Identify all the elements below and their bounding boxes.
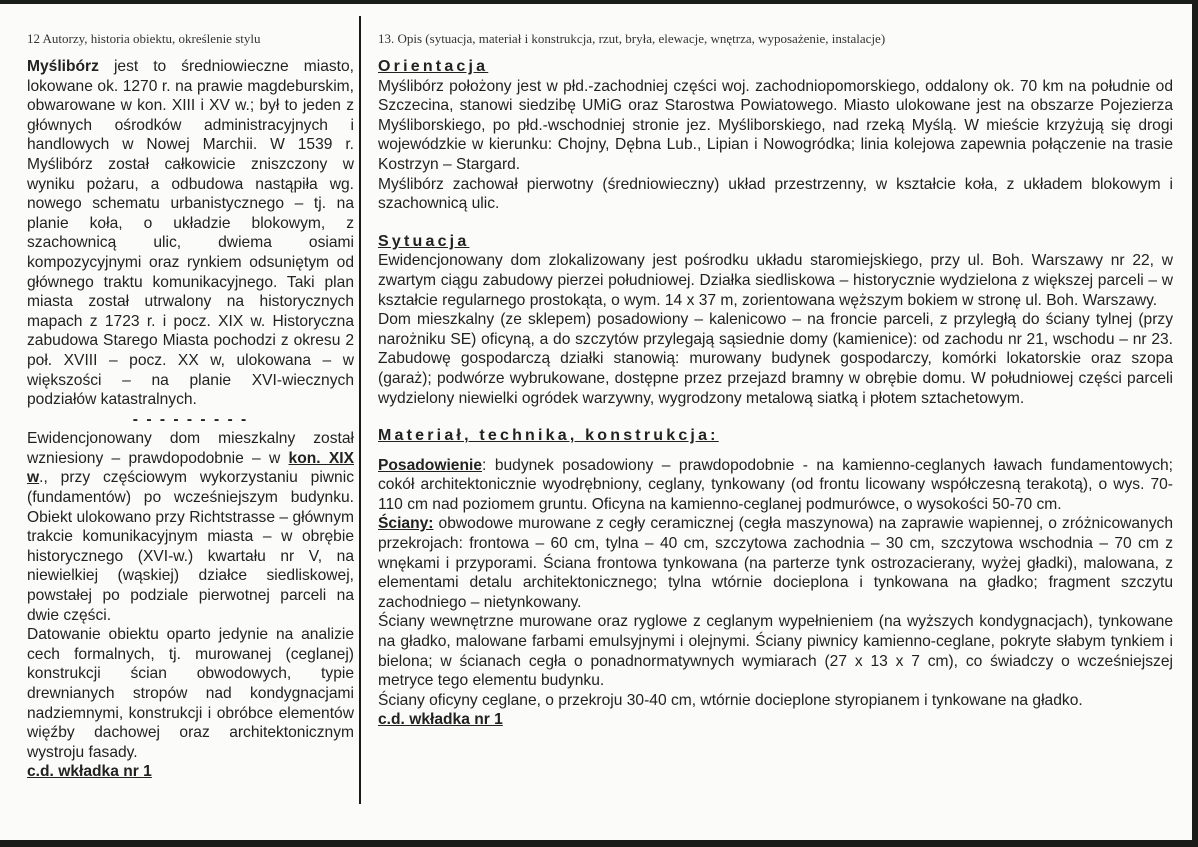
sytuacja-text-2: Dom mieszkalny (ze sklepem) posadowiony – kalenicowo – na froncie parceli, z przyległą do ściany tylnej (przy narożniku SE) oficyną, a do szczytów przylegają sąsiednie domy (kamienice): od zachodu nr 21, wschodu – nr 23. Zabudowę gospodarczą działki stanowią: murowany budynek gospodarczy, komórki lokatorskie oraz szopa (garaż); podwórze wybrukowane, dostępne przez przejazd bramny w obrębie domu. W południowej części parceli wydzielony niewielki ogródek warzywny, wygrodzony metalową siatką i płotem sztachetowym. <box>378 311 1173 407</box>
section-title-material: Materiał, technika, konstrukcja: <box>378 427 719 445</box>
right-column <box>378 30 1173 730</box>
history-paragraph: Myślibórz jest to średniowieczne miasto, lokowane ok. 1270 r. na prawie magdeburskim, obwarowane w kon. XIII i XV w.; był to jeden z głównych ośrodków administracyjnych i handlowych w Nowej Marchii. W 1539 r. Myślibórz został całkowicie zniszczony w wyniku pożaru, a odbudowa nastąpiła wg. nowego schematu urbanistycznego – tj. na planie koła, o układzie blokowym, z szachownicą ulic, dwiema osiami kompozycyjnymi oraz rynkiem odsuniętym od głównego traktu komunikacyjnego. Taki plan miasta został utrwalony na historycznych mapach z 1723 r. i pocz. XIX w. Historyczna zabudowa Starego Miasta pochodzi z okresu 2 poł. XVIII – pocz. XX w, ulokowana – w większości – na planie XVI-wiecznych podziałów katastralnych. <box>27 58 354 409</box>
orientacja-text-2: Myślibórz zachował pierwotny (średniowieczny) układ przestrzenny, w kształcie koła, z układem blokowym i szachownicą ulic. <box>378 175 1173 213</box>
dating-basis-paragraph: Datowanie obiektu oparto jedynie na analizie cech formalnych, tj. murowanej (ceglanej) konstrukcji ścian obwodowych, typie drewnianych stropów nad kondygnacjami nadziemnymi, konstrukcji i obróbce elementów więźby dachowej oraz architektonicznym wystroju fasady. <box>27 626 354 761</box>
date-emphasis: kon. XIX w <box>27 449 354 487</box>
sciany-label: Ściany: <box>378 515 434 533</box>
town-name: Myślibórz <box>27 58 99 75</box>
continued-link-left: c.d. wkładka nr 1 <box>27 763 152 781</box>
document-page <box>0 4 1192 840</box>
separator: - - - - - - - - - <box>132 410 249 428</box>
column-divider <box>359 16 361 804</box>
section-title-orientacja: Orientacja <box>378 58 489 75</box>
orientacja-text: Myślibórz położony jest w płd.-zachodniej części woj. zachodniopomorskiego, oddalony ok. 70 km na południe od Szczecina, stanowi siedzibę UMiG oraz Starostwa Powiatowego. Miasto ulokowane jest na obszarze Pojezierza Myśliborskiego, po płd.-wschodniej stronie jez. Myśliborskiego, nad rzeką Myślą. W mieście krzyżują się drogi wojewódzkie w kierunku: Chojny, Dębna Lub., Lipian i Nowogródka; linia kolejowa zapewnia połączenie na trasie Kostrzyn – Stargard. <box>378 77 1173 173</box>
sciany-wewnetrzne-paragraph: Ściany wewnętrzne murowane oraz ryglowe z ceglanym wypełnieniem (na wyższych kondygnacjach), tynkowane na gładko, malowane farbami emulsyjnymi i olejnymi. Ściany piwnicy kamienno-ceglane, pokryte słabym tynkiem i bielona; w ścianach cegła o ponadnormatywnych wymiarach (27 x 13 x 7 cm), co świadczy o wcześniejszej metryce tego elementu budynku. <box>378 613 1173 690</box>
section-title-sytuacja: Sytuacja <box>378 232 470 250</box>
sytuacja-text: Ewidencjonowany dom zlokalizowany jest pośrodku układu staromiejskiego, przy ul. Boh. Warszawy nr 22, w zwartym ciągu zabudowy pierzei południowej. Działka siedliskowa – historycznie wydzielona z większej parceli – w kształcie regularnego prostokąta, o wym. 14 x 37 m, zorientowana węższym bokiem w stronę ul. Boh. Warszawy. <box>378 252 1173 309</box>
dating-paragraph: Ewidencjonowany dom mieszkalny został wzniesiony – prawdopodobnie – w kon. XIX w., przy częściowym wykorzystaniu piwnic (fundamentów) po wcześniejszym budynku. Obiekt ulokowano przy Richtstrasse – głównym trakcie komunikacyjnym miasta – w obrębie historycznego (XVI-w.) kwartału nr V, na niewielkiej (wąskiej) działce siedliskowej, powstałej po podziale pierwotnej parceli na dwie części. <box>27 430 354 624</box>
left-column <box>27 30 354 782</box>
left-section-header: 12 Autorzy, historia obiektu, określenie stylu <box>27 31 261 46</box>
posadowienie-paragraph: Posadowienie: budynek posadowiony – prawdopodobnie - na kamienno-ceglanych ławach fundamentowych; cokół architektonicznie wyodrębniony, ceglany, tynkowany (od frontu licowany współczesną terakotą), o wys. 70-110 cm nad poziomem gruntu. Oficyna na kamienno-ceglanej podmurówce, o wysokości 50-70 cm. <box>378 456 1173 513</box>
sciany-oficyny-paragraph: Ściany oficyny ceglane, o przekroju 30-40 cm, wtórnie docieplone styropianem i tynkowane na gładko. <box>378 691 1083 709</box>
posadowienie-label: Posadowienie <box>378 456 482 474</box>
sciany-paragraph: Ściany: obwodowe murowane z cegły ceramicznej (cegła maszynowa) na zaprawie wapiennej, o zróżnicowanych przekrojach: frontowa – 60 cm, tylna – 40 cm, szczytowa zachodnia – 30 cm, szczytowa wschodnia – 70 cm z wnękami i przyporami. Ściana frontowa tynkowana (na parterze tynk ostrozacierany, wyżej gładki), malowana, z elementami detalu architektonicznego; tylna wtórnie docieplona i tynkowana na gładko; fragment szczytu zachodniego – nietynkowany. <box>378 515 1173 611</box>
continued-link-right: c.d. wkładka nr 1 <box>378 711 503 729</box>
right-section-header: 13. Opis (sytuacja, materiał i konstrukcja, rzut, bryła, elewacje, wnętrza, wyposażenie, instalacje) <box>378 31 886 46</box>
